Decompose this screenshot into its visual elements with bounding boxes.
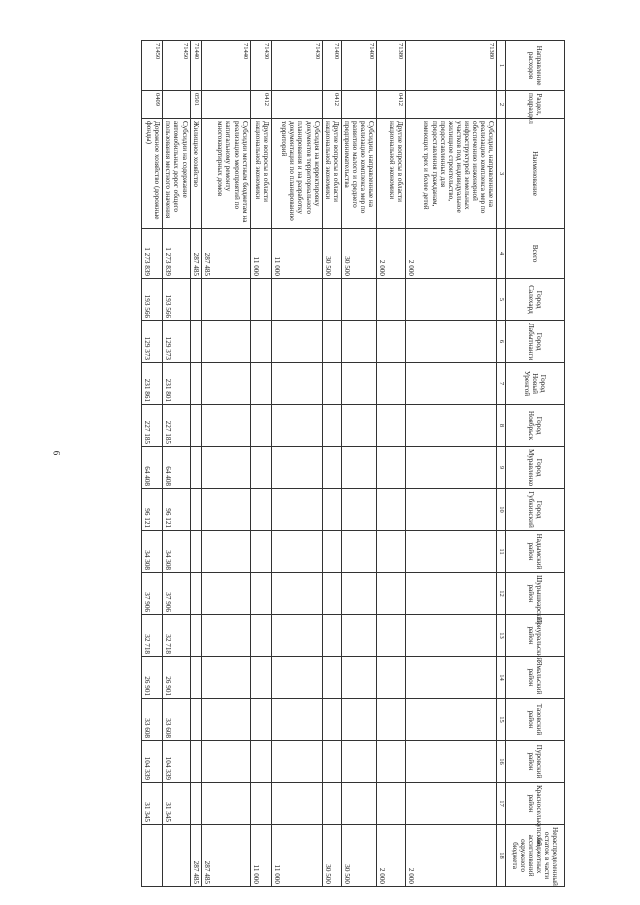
- amount-cell: [250, 531, 271, 573]
- amount-cell: 30 500: [341, 229, 376, 279]
- amount-cell: 104 339: [163, 741, 190, 783]
- amount-cell: [201, 321, 250, 363]
- amount-cell: 33 608: [163, 699, 190, 741]
- amount-cell: 129 373: [142, 321, 163, 363]
- amount-cell: [377, 363, 406, 405]
- expense-code-cell: 71450: [142, 41, 163, 91]
- amount-cell: 96 121: [142, 489, 163, 531]
- table-row: [322, 41, 341, 887]
- column-header: Шурышкарский район: [506, 573, 565, 615]
- amount-cell: [406, 489, 497, 531]
- amount-cell: [341, 657, 376, 699]
- column-index: 9: [497, 447, 506, 489]
- column-index: 13: [497, 615, 506, 657]
- amount-cell: [201, 363, 250, 405]
- amount-cell: [322, 657, 341, 699]
- name-cell: Другие вопросы в области национальной экономики: [377, 119, 406, 229]
- section-cell: 0412: [322, 91, 341, 119]
- amount-cell: 33 608: [142, 699, 163, 741]
- amount-cell: 287 485: [190, 229, 201, 279]
- name-cell: Другие вопросы в области национальной экономики: [250, 119, 271, 229]
- amount-cell: 2 000: [377, 229, 406, 279]
- amount-cell: [377, 573, 406, 615]
- table-row: [406, 41, 497, 887]
- amount-cell: [201, 699, 250, 741]
- section-cell: [406, 91, 497, 119]
- amount-cell: [322, 573, 341, 615]
- amount-cell: [406, 447, 497, 489]
- table-row: [341, 41, 376, 887]
- amount-cell: [250, 321, 271, 363]
- amount-cell: [201, 741, 250, 783]
- amount-cell: [190, 279, 201, 321]
- section-cell: [201, 91, 250, 119]
- amount-cell: 129 373: [163, 321, 190, 363]
- amount-cell: [250, 489, 271, 531]
- amount-cell: [250, 363, 271, 405]
- section-cell: 0412: [250, 91, 271, 119]
- amount-cell: [377, 657, 406, 699]
- amount-cell: [190, 489, 201, 531]
- amount-cell: [322, 531, 341, 573]
- amount-cell: [341, 447, 376, 489]
- amount-cell: 11 000: [250, 825, 271, 887]
- amount-cell: 34 308: [142, 531, 163, 573]
- amount-cell: [377, 489, 406, 531]
- amount-cell: [341, 741, 376, 783]
- column-index: 17: [497, 783, 506, 825]
- amount-cell: 2 000: [406, 825, 497, 887]
- expense-code-cell: 71430: [250, 41, 271, 91]
- column-index: 5: [497, 279, 506, 321]
- amount-cell: 30 500: [341, 825, 376, 887]
- amount-cell: 193 566: [163, 279, 190, 321]
- table-row: [271, 41, 322, 887]
- amount-cell: [201, 573, 250, 615]
- amount-cell: [190, 615, 201, 657]
- column-header: Тазовский район: [506, 699, 565, 741]
- column-index: 3: [497, 119, 506, 229]
- amount-cell: [163, 825, 190, 887]
- amount-cell: [142, 825, 163, 887]
- amount-cell: [271, 657, 322, 699]
- amount-cell: [271, 363, 322, 405]
- amount-cell: [322, 447, 341, 489]
- amount-cell: [377, 783, 406, 825]
- amount-cell: 11 000: [271, 825, 322, 887]
- amount-cell: [201, 657, 250, 699]
- amount-cell: 32 718: [163, 615, 190, 657]
- name-cell: Субсидии, направленные на реализацию комплекса мер по развитию малого и среднего предпринимательства: [341, 119, 376, 229]
- column-index: 8: [497, 405, 506, 447]
- amount-cell: [406, 573, 497, 615]
- amount-cell: [377, 699, 406, 741]
- amount-cell: [406, 363, 497, 405]
- column-index: 18: [497, 825, 506, 887]
- amount-cell: 96 121: [163, 489, 190, 531]
- column-header: Всего: [506, 229, 565, 279]
- column-header: Город Лабытнанги: [506, 321, 565, 363]
- amount-cell: [322, 783, 341, 825]
- column-header: Город Новый Уренгой: [506, 363, 565, 405]
- amount-cell: [250, 573, 271, 615]
- amount-cell: 32 718: [142, 615, 163, 657]
- amount-cell: 287 485: [201, 229, 250, 279]
- table-row: [201, 41, 250, 887]
- amount-cell: 1 273 839: [163, 229, 190, 279]
- column-header: Город Салехард: [506, 279, 565, 321]
- column-header: Наименование: [506, 119, 565, 229]
- column-index: 7: [497, 363, 506, 405]
- amount-cell: 287 485: [201, 825, 250, 887]
- table-row: [377, 41, 406, 887]
- amount-cell: [322, 321, 341, 363]
- name-cell: Дорожное хозяйство (дорожные фонды): [142, 119, 163, 229]
- rotated-page: [80, 40, 565, 886]
- expense-code-cell: 71440: [201, 41, 250, 91]
- table-row: [163, 41, 190, 887]
- amount-cell: [190, 363, 201, 405]
- amount-cell: 30 500: [322, 825, 341, 887]
- amount-cell: [271, 573, 322, 615]
- table-row: [190, 41, 201, 887]
- column-header: Раздел, подраздел: [506, 91, 565, 119]
- name-cell: Субсидия на корректировку документов территориального планирования и на разработку документации по планированию территорий: [271, 119, 322, 229]
- amount-cell: 37 906: [142, 573, 163, 615]
- column-header: Пуровский район: [506, 741, 565, 783]
- section-cell: [341, 91, 376, 119]
- amount-cell: [377, 405, 406, 447]
- column-index: 4: [497, 229, 506, 279]
- amount-cell: [322, 279, 341, 321]
- amount-cell: 31 345: [163, 783, 190, 825]
- amount-cell: 2 000: [377, 825, 406, 887]
- name-cell: Жилищное хозяйство: [190, 119, 201, 229]
- amount-cell: [250, 405, 271, 447]
- amount-cell: 104 339: [142, 741, 163, 783]
- amount-cell: 26 901: [163, 657, 190, 699]
- amount-cell: [250, 447, 271, 489]
- amount-cell: [201, 783, 250, 825]
- amount-cell: [377, 615, 406, 657]
- column-header: Город Губкинский: [506, 489, 565, 531]
- amount-cell: [406, 657, 497, 699]
- name-cell: Субсидии местным бюджетам на реализацию мероприятий по капитальному ремонту многоквартирных домов: [201, 119, 250, 229]
- column-header: Приуральский район: [506, 615, 565, 657]
- section-cell: 0412: [377, 91, 406, 119]
- page-number: 6: [51, 450, 62, 456]
- amount-cell: [377, 741, 406, 783]
- amount-cell: 1 273 839: [142, 229, 163, 279]
- amount-cell: [190, 657, 201, 699]
- amount-cell: [201, 615, 250, 657]
- amount-cell: [201, 489, 250, 531]
- amount-cell: [190, 783, 201, 825]
- name-cell: Субсидии на содержание автомобильных дорог общего пользования местного значения: [163, 119, 190, 229]
- amount-cell: [406, 699, 497, 741]
- amount-cell: [250, 699, 271, 741]
- column-header: Город Муравленко: [506, 447, 565, 489]
- amount-cell: [377, 531, 406, 573]
- column-index: 12: [497, 573, 506, 615]
- amount-cell: [250, 615, 271, 657]
- amount-cell: [250, 783, 271, 825]
- amount-cell: [341, 615, 376, 657]
- amount-cell: [271, 699, 322, 741]
- column-header: Надымский район: [506, 531, 565, 573]
- name-cell: Субсидии, направленные на реализацию комплекса мер по обеспечению инженерной инфраструктурой земельных участков под индивидуальное жилищное строительство, предоставленных для предоставления гражданам, имеющих трех и более детей: [406, 119, 497, 229]
- amount-cell: [322, 405, 341, 447]
- amount-cell: [406, 321, 497, 363]
- amount-cell: [190, 531, 201, 573]
- amount-cell: 26 901: [142, 657, 163, 699]
- name-cell: Другие вопросы в области национальной экономики: [322, 119, 341, 229]
- amount-cell: [377, 447, 406, 489]
- amount-cell: [190, 741, 201, 783]
- amount-cell: 37 906: [163, 573, 190, 615]
- amount-cell: 11 000: [250, 229, 271, 279]
- amount-cell: [406, 279, 497, 321]
- amount-cell: [341, 363, 376, 405]
- amount-cell: 193 566: [142, 279, 163, 321]
- amount-cell: [406, 783, 497, 825]
- expense-code-cell: 71400: [341, 41, 376, 91]
- amount-cell: [190, 405, 201, 447]
- section-cell: 0501: [190, 91, 201, 119]
- amount-cell: [341, 699, 376, 741]
- amount-cell: 64 408: [142, 447, 163, 489]
- amount-cell: [341, 321, 376, 363]
- expense-code-cell: 71380: [377, 41, 406, 91]
- amount-cell: [406, 531, 497, 573]
- budget-table: [141, 40, 565, 887]
- amount-cell: 231 801: [163, 363, 190, 405]
- amount-cell: [190, 573, 201, 615]
- section-cell: [271, 91, 322, 119]
- amount-cell: [341, 531, 376, 573]
- amount-cell: 287 485: [190, 825, 201, 887]
- expense-code-cell: 71380: [406, 41, 497, 91]
- amount-cell: 227 185: [142, 405, 163, 447]
- amount-cell: [250, 741, 271, 783]
- section-cell: 0409: [142, 91, 163, 119]
- column-header: Ямальский район: [506, 657, 565, 699]
- amount-cell: [271, 447, 322, 489]
- amount-cell: 2 000: [406, 229, 497, 279]
- column-header: Нераспределенный остаток в части бюджетных ассигнований окружного бюджета: [506, 825, 565, 887]
- column-index: 14: [497, 657, 506, 699]
- amount-cell: 31 345: [142, 783, 163, 825]
- amount-cell: [322, 363, 341, 405]
- amount-cell: [341, 489, 376, 531]
- header-row: [506, 41, 565, 887]
- amount-cell: 11 000: [271, 229, 322, 279]
- column-header: Направление расходов: [506, 41, 565, 91]
- amount-cell: [271, 321, 322, 363]
- amount-cell: 34 308: [163, 531, 190, 573]
- column-index: 10: [497, 489, 506, 531]
- expense-code-cell: 71400: [322, 41, 341, 91]
- amount-cell: [322, 699, 341, 741]
- column-index: 1: [497, 41, 506, 91]
- amount-cell: [271, 741, 322, 783]
- amount-cell: [406, 741, 497, 783]
- amount-cell: [201, 279, 250, 321]
- amount-cell: [341, 279, 376, 321]
- amount-cell: [341, 783, 376, 825]
- column-index: 15: [497, 699, 506, 741]
- amount-cell: [271, 405, 322, 447]
- amount-cell: [190, 447, 201, 489]
- amount-cell: [406, 615, 497, 657]
- column-index: 6: [497, 321, 506, 363]
- amount-cell: [377, 279, 406, 321]
- index-row: [497, 41, 506, 887]
- amount-cell: [190, 699, 201, 741]
- table-row: [142, 41, 163, 887]
- column-index: 16: [497, 741, 506, 783]
- amount-cell: [271, 279, 322, 321]
- amount-cell: [322, 741, 341, 783]
- amount-cell: [377, 321, 406, 363]
- column-header: Красноселькупский район: [506, 783, 565, 825]
- amount-cell: 30 500: [322, 229, 341, 279]
- amount-cell: [250, 279, 271, 321]
- amount-cell: [271, 783, 322, 825]
- column-index: 11: [497, 531, 506, 573]
- amount-cell: [250, 657, 271, 699]
- amount-cell: [190, 321, 201, 363]
- section-cell: [163, 91, 190, 119]
- amount-cell: [201, 531, 250, 573]
- expense-code-cell: 71440: [190, 41, 201, 91]
- amount-cell: 231 861: [142, 363, 163, 405]
- amount-cell: [341, 405, 376, 447]
- amount-cell: 227 185: [163, 405, 190, 447]
- table-row: [250, 41, 271, 887]
- amount-cell: 64 408: [163, 447, 190, 489]
- amount-cell: [201, 447, 250, 489]
- amount-cell: [341, 573, 376, 615]
- amount-cell: [271, 489, 322, 531]
- column-header: Город Ноябрьск: [506, 405, 565, 447]
- expense-code-cell: 71450: [163, 41, 190, 91]
- column-index: 2: [497, 91, 506, 119]
- amount-cell: [322, 489, 341, 531]
- expense-code-cell: 71430: [271, 41, 322, 91]
- amount-cell: [406, 405, 497, 447]
- amount-cell: [271, 615, 322, 657]
- amount-cell: [201, 405, 250, 447]
- amount-cell: [271, 531, 322, 573]
- amount-cell: [322, 615, 341, 657]
